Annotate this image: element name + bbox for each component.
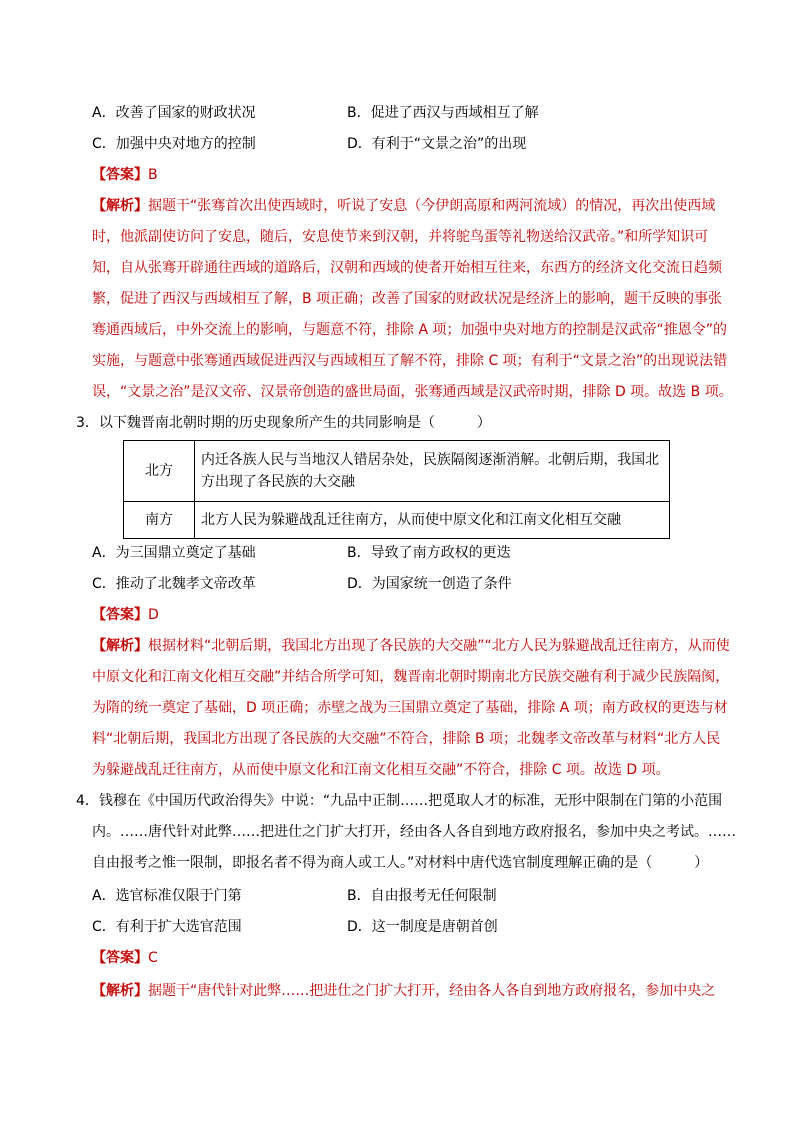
q2-option-b: B．促进了西汉与西域相互了解: [347, 105, 539, 121]
q2-explain-line-3: 知，自从张骞开辟通往西域的道路后，汉朝和西域的使者开始相互往来，东西方的经济文化交流日趋频: [92, 260, 722, 276]
q4-option-a: A．选官标准仅限于门第: [92, 888, 242, 904]
q4-option-d: D．这一制度是唐朝首创: [347, 919, 498, 935]
answer-value: B: [148, 167, 158, 183]
answer-label: 【答案】: [92, 950, 148, 966]
q2-answer: [92, 165, 158, 185]
table-cell-value: [195, 441, 670, 502]
q2-explain-line-2: 时，他派副使访问了安息，随后，安息使节来到汉朝，并将鸵鸟蛋等礼物送给汉武帝。”和所学知识可: [92, 229, 709, 245]
answer-label: 【答案】: [92, 607, 148, 623]
q2-option-a: A．改善了国家的财政状况: [92, 105, 256, 121]
q3-explain-line-4: 料“北朝后期，我国北方出现了各民族的大交融”不符合，排除 B 项；北魏孝文帝改革与材料“北方人民: [92, 731, 721, 747]
q4-stem-line-2: 内。……唐代针对此弊……把进仕之门扩大打开，经由各人各自到地方政府报名，参加中央之考试。……: [92, 824, 736, 840]
q3-stem: 3．以下魏晋南北朝时期的历史现象所产生的共同影响是（ ）: [76, 415, 491, 431]
q3-explain-line-1: [92, 636, 730, 656]
explain-label: 【解析】: [92, 638, 148, 654]
q3-option-c: C．推动了北魏孝文帝改革: [92, 576, 256, 592]
q3-option-a: A．为三国鼎立奠定了基础: [92, 545, 256, 561]
table-cell-key: 北方: [124, 441, 195, 502]
table-cell-value: [195, 502, 670, 539]
cell-text-line: 内迁各族人民与当地汉人错居杂处，民族隔阂逐渐消解。北朝后期，我国北: [201, 452, 659, 468]
q4-answer: [92, 948, 158, 968]
q3-explain-line-3: 为隋的统一奠定了基础，D 项正确；赤壁之战为三国鼎立奠定了基础，排除 A 项；南方政权的更迭与材: [92, 700, 728, 716]
q3-option-b: B．导致了南方政权的更迭: [347, 545, 511, 561]
q2-explain-line-6: 实施，与题意中张骞通西域促进西汉与西域相互了解不符，排除 C 项；有利于“文景之治”的出现说法错: [92, 353, 728, 369]
cell-text-line: 北方人民为躲避战乱迁往南方，从而使中原文化和江南文化相互交融: [201, 512, 621, 528]
table-row: [124, 441, 670, 502]
cell-text-line: 方出现了各民族的大交融: [201, 474, 355, 490]
q4-stem-line-1: 4．钱穆在《中国历代政治得失》中说：“九品中正制……把觅取人才的标准，无形中限制在门第的小范围: [76, 793, 723, 809]
q3-explain-line-5: 为躲避战乱迁往南方，从而使中原文化和江南文化相互交融”不符合，排除 C 项。故选 D 项。: [92, 762, 670, 778]
explain-text: 据题干“张骞首次出使西域时，听说了安息（今伊朗高原和两河流域）的情况，再次出使西域: [148, 198, 716, 214]
explain-text: 据题干“唐代针对此弊……把进仕之门扩大打开，经由各人各自到地方政府报名，参加中央之: [148, 983, 716, 999]
q3-material-table: [123, 440, 670, 539]
q4-stem-line-3: 自由报考之惟一限制，即报名者不得为商人或工人。”对材料中唐代选官制度理解正确的是（ ）: [92, 855, 709, 871]
q2-explain-line-7: 误，“文景之治”是汉文帝、汉景帝创造的盛世局面，张骞通西域是汉武帝时期，排除 D 项。故选 B 项。: [92, 384, 733, 400]
explain-label: 【解析】: [92, 198, 148, 214]
q2-option-d: D．有利于“文景之治”的出现: [347, 136, 527, 152]
explain-text: 根据材料“北朝后期，我国北方出现了各民族的大交融”“北方人民为躲避战乱迁往南方，从而使: [148, 638, 730, 654]
q3-answer: [92, 605, 159, 625]
answer-label: 【答案】: [92, 167, 148, 183]
q2-option-c: C．加强中央对地方的控制: [92, 136, 256, 152]
q2-explain-line-1: [92, 196, 715, 216]
q4-option-b: B．自由报考无任何限制: [347, 888, 497, 904]
q2-explain-line-5: 骞通西域后，中外交流上的影响，与题意不符，排除 A 项；加强中央对地方的控制是汉武帝“推恩令”的: [92, 322, 727, 338]
q2-explain-line-4: 繁，促进了西汉与西域相互了解，B 项正确；改善了国家的财政状况是经济上的影响，题干反映的事张: [92, 291, 723, 307]
table-row: [124, 502, 670, 539]
answer-value: D: [148, 607, 159, 623]
answer-value: C: [148, 950, 158, 966]
q4-option-c: C．有利于扩大选官范围: [92, 919, 242, 935]
q4-explain-line-1: [92, 981, 715, 1001]
q3-explain-line-2: 中原文化和江南文化相互交融”并结合所学可知，魏晋南北朝时期南北方民族交融有利于减少民族隔阂，: [92, 669, 730, 685]
explain-label: 【解析】: [92, 983, 148, 999]
q3-option-d: D．为国家统一创造了条件: [347, 576, 512, 592]
table-cell-key: 南方: [124, 502, 195, 539]
